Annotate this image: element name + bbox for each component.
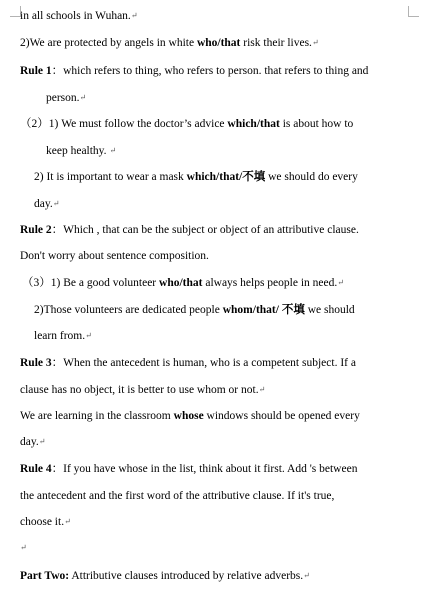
text-line: 2)Those volunteers are dedicated people whom/that/ 不填 we should <box>34 304 355 316</box>
text-line: We are learning in the classroom whose windows should be opened every <box>20 410 360 422</box>
rule-label: Rule 1 <box>20 65 52 77</box>
paragraph-mark: ↵ <box>303 571 310 580</box>
paragraph-mark: ↵ <box>20 543 27 552</box>
text-line: day.↵ <box>20 436 46 448</box>
text-line: Rule 3：When the antecedent is human, who is a competent subject. If a <box>20 357 356 369</box>
paragraph-mark: ↵ <box>64 517 71 526</box>
paragraph-mark: ↵ <box>52 199 60 208</box>
text-line: Don't worry about sentence composition. <box>20 250 209 262</box>
empty-line <box>20 538 412 558</box>
text-line: 2)We are protected by angels in white who/that risk their lives.↵ <box>20 37 319 49</box>
text-line: choose it.↵ <box>20 516 71 528</box>
paragraph-mark: ↵ <box>85 331 92 340</box>
paragraph-mark: ↵ <box>337 278 344 287</box>
text-line: 2) It is important to wear a mask which/that/不填 we should do every <box>34 171 358 183</box>
rule-label: Rule 4 <box>20 463 52 475</box>
paragraph-mark: ↵ <box>109 146 117 155</box>
text-line: （2）1) We must follow the doctor’s advice which/that is about how to <box>20 118 354 130</box>
text-line: clause has no object, it is better to use whom or not.↵ <box>20 384 266 396</box>
text-line: Rule 2：Which , that can be the subject or object of an attributive clause. <box>20 224 359 236</box>
rule-label: Rule 2 <box>20 224 52 236</box>
text-line: Rule 1：which refers to thing, who refers to person. that refers to thing and <box>20 65 369 77</box>
text-line: Rule 4：If you have whose in the list, think about it first. Add 's between <box>20 463 358 475</box>
text-line: （3）1) Be a good volunteer who/that always helps people in need.↵ <box>22 277 344 289</box>
paragraph-mark: ↵ <box>130 11 138 20</box>
paragraph-mark: ↵ <box>79 93 87 102</box>
paragraph-mark: ↵ <box>38 437 46 446</box>
text-line: keep healthy. ↵ <box>46 145 117 157</box>
paragraph-mark: ↵ <box>311 38 319 47</box>
section-heading: Part Two: Attributive clauses introduced by relative adverbs.↵ <box>20 570 310 582</box>
text-line: person.↵ <box>46 92 87 104</box>
text-line: the antecedent and the first word of the attributive clause. If it's true, <box>20 490 335 502</box>
rule-label: Rule 3 <box>20 357 52 369</box>
paragraph-mark: ↵ <box>258 385 266 394</box>
text-line: in all schools in Wuhan.↵ <box>20 10 138 22</box>
text-line: day.↵ <box>34 198 60 210</box>
text-line: learn from.↵ <box>34 330 92 342</box>
